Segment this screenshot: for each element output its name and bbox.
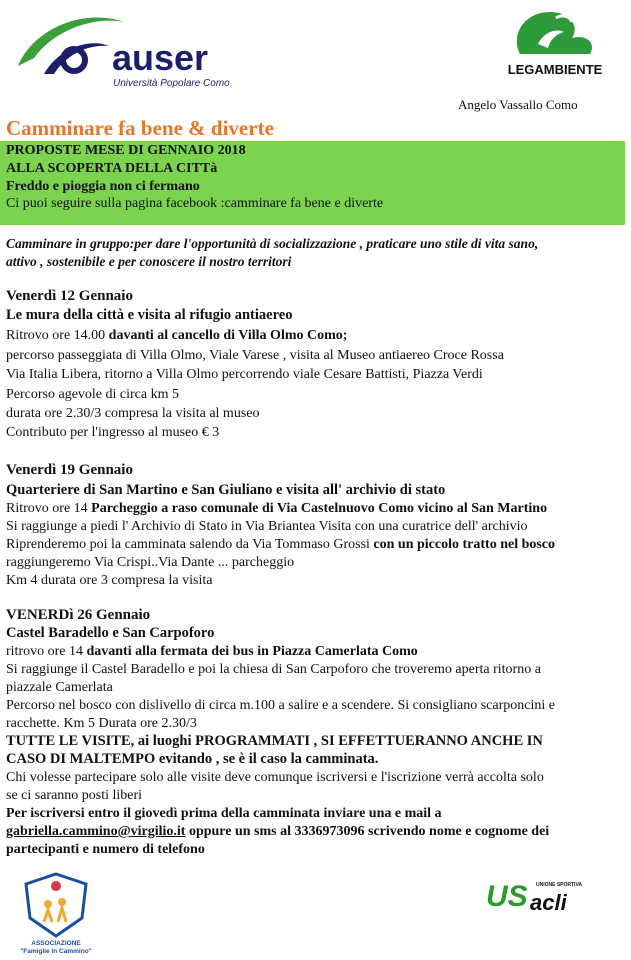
event-1-line-a: percorso passeggiata di Villa Olmo, Viale Varese , visita al Museo antiaereo Croce Rossa <box>6 348 504 363</box>
legambiente-wordmark: LEGAMBIENTE <box>507 62 603 77</box>
registration-line-3: partecipanti e numero di telefono <box>6 842 205 857</box>
event-3-meeting <box>6 643 418 660</box>
event-1-line-c: Percorso agevole di circa km 5 <box>6 387 179 402</box>
legambiente-circle-name: Angelo Vassallo Como <box>458 97 578 112</box>
legambiente-logo <box>500 4 610 84</box>
event-3-line-a: Si raggiunge il Castel Baradello e poi la chiesa di San Carpoforo che troveremo aperta ritorno a <box>6 662 541 677</box>
info-line-2: se ci saranno posti liberi <box>6 788 143 803</box>
banner-line-4: Ci puoi seguire sulla pagina facebook :camminare fa bene e diverte <box>6 196 384 211</box>
us-acli-logo <box>478 872 588 920</box>
event-2-line-d: Km 4 durata ore 3 compresa la visita <box>6 573 213 588</box>
event-3-line-b: piazzale Camerlata <box>6 680 113 695</box>
auser-subtitle: Università Popolare Como <box>113 78 230 89</box>
event-3-title: Castel Baradello e San Carpoforo <box>6 625 215 641</box>
swan-icon <box>500 4 610 62</box>
warning-line-2: CASO DI MALTEMPO evitando , se è il caso la camminata. <box>6 751 379 767</box>
event-2-line-b <box>6 536 555 553</box>
intro-line-1: Camminare in gruppo:per dare l'opportunità di socializzazione , praticare uno stile di vita sano, <box>6 236 539 251</box>
assoc-name-line-1: ASSOCIAZIONE <box>31 940 81 947</box>
event-3-line-d: racchette. Km 5 Durata ore 2.30/3 <box>6 716 197 731</box>
info-line-1: Chi volesse partecipare solo alle visite deve comunque iscriversi e l'iscrizione verrà accolta solo <box>6 770 544 785</box>
event-1-meeting-time: Ritrovo ore 14.00 <box>6 328 109 343</box>
event-1-day: Venerdì 12 Gennaio <box>6 288 133 304</box>
auser-logo <box>14 8 234 88</box>
us-mark: US <box>486 880 528 913</box>
event-1-meeting-place: davanti al cancello di Villa Olmo Como; <box>108 328 348 343</box>
acli-mark: acli <box>530 890 567 915</box>
registration-line-2 <box>6 823 549 840</box>
event-1-title: Le mura della città e visita al rifugio antiaereo <box>6 307 293 323</box>
event-3-day: VENERDì 26 Gennaio <box>6 607 151 623</box>
event-1-line-d: durata ore 2.30/3 compresa la visita al museo <box>6 406 260 421</box>
event-2-line-a: Si raggiunge a piedi l' Archivio di Stato in Via Briantea Visita con una curatrice dell' archivio <box>6 519 528 534</box>
us-acli-caption: UNIONE SPORTIVA <box>536 882 583 888</box>
family-shield-icon <box>22 872 90 938</box>
warning-line-1: TUTTE LE VISITE, ai luoghi PROGRAMMATI , SI EFFETTUERANNO ANCHE IN <box>6 733 543 749</box>
event-2-title: Quarteriere di San Martino e San Giuliano e visita all' archivio di stato <box>6 482 446 498</box>
event-2-meeting-time: Ritrovo ore 14 <box>6 501 92 516</box>
event-2-day: Venerdì 19 Gennaio <box>6 462 133 478</box>
event-2-line-b-text: Riprenderemo poi la camminata salendo da Via Tommaso Grossi <box>6 537 374 552</box>
event-1-line-e: Contributo per l'ingresso al museo € 3 <box>6 425 220 440</box>
page-title: Camminare fa bene & diverte <box>6 116 274 140</box>
event-2-line-c: raggiungeremo Via Crispi..Via Dante ... parcheggio <box>6 555 295 570</box>
banner-line-2: ALLA SCOPERTA DELLA CITTà <box>6 161 218 176</box>
banner-line-3: Freddo e pioggia non ci fermano <box>6 179 200 194</box>
registration-sms: oppure un sms al 3336973096 scrivendo nome e cognome dei <box>185 824 550 839</box>
event-3-meeting-place: davanti alla fermata dei bus in Piazza Camerlata Como <box>86 644 418 659</box>
banner-line-1: PROPOSTE MESE DI GENNAIO 2018 <box>6 143 246 158</box>
event-2-line-b-bold: con un piccolo tratto nel bosco <box>373 537 556 552</box>
intro-line-2: attivo , sostenibile e per conoscere il nostro territori <box>6 254 292 269</box>
event-3-line-c: Percorso nel bosco con dislivello di circa m.100 a salire e a scendere. Si consigliano scarponcini e <box>6 698 555 713</box>
event-1-line-b: Via Italia Libera, ritorno a Villa Olmo percorrendo viale Cesare Battisti, Piazza Verdi <box>6 367 483 382</box>
event-3-meeting-time: ritrovo ore 14 <box>6 644 87 659</box>
registration-line-1: Per iscriversi entro il giovedì prima della camminata inviare una e mail a <box>6 806 442 821</box>
contact-email: gabriella.cammino@virgilio.it <box>6 824 186 839</box>
event-2-meeting <box>6 500 547 517</box>
banner <box>0 141 625 225</box>
famiglie-in-cammino-logo <box>22 872 90 960</box>
auser-wordmark: auser <box>112 37 209 78</box>
event-1-meeting <box>6 327 347 344</box>
event-2-meeting-place: Parcheggio a raso comunale di Via Castelnuovo Como vicino al San Martino <box>91 501 548 516</box>
assoc-name-line-2: "Famiglie in Cammino" <box>20 948 92 955</box>
